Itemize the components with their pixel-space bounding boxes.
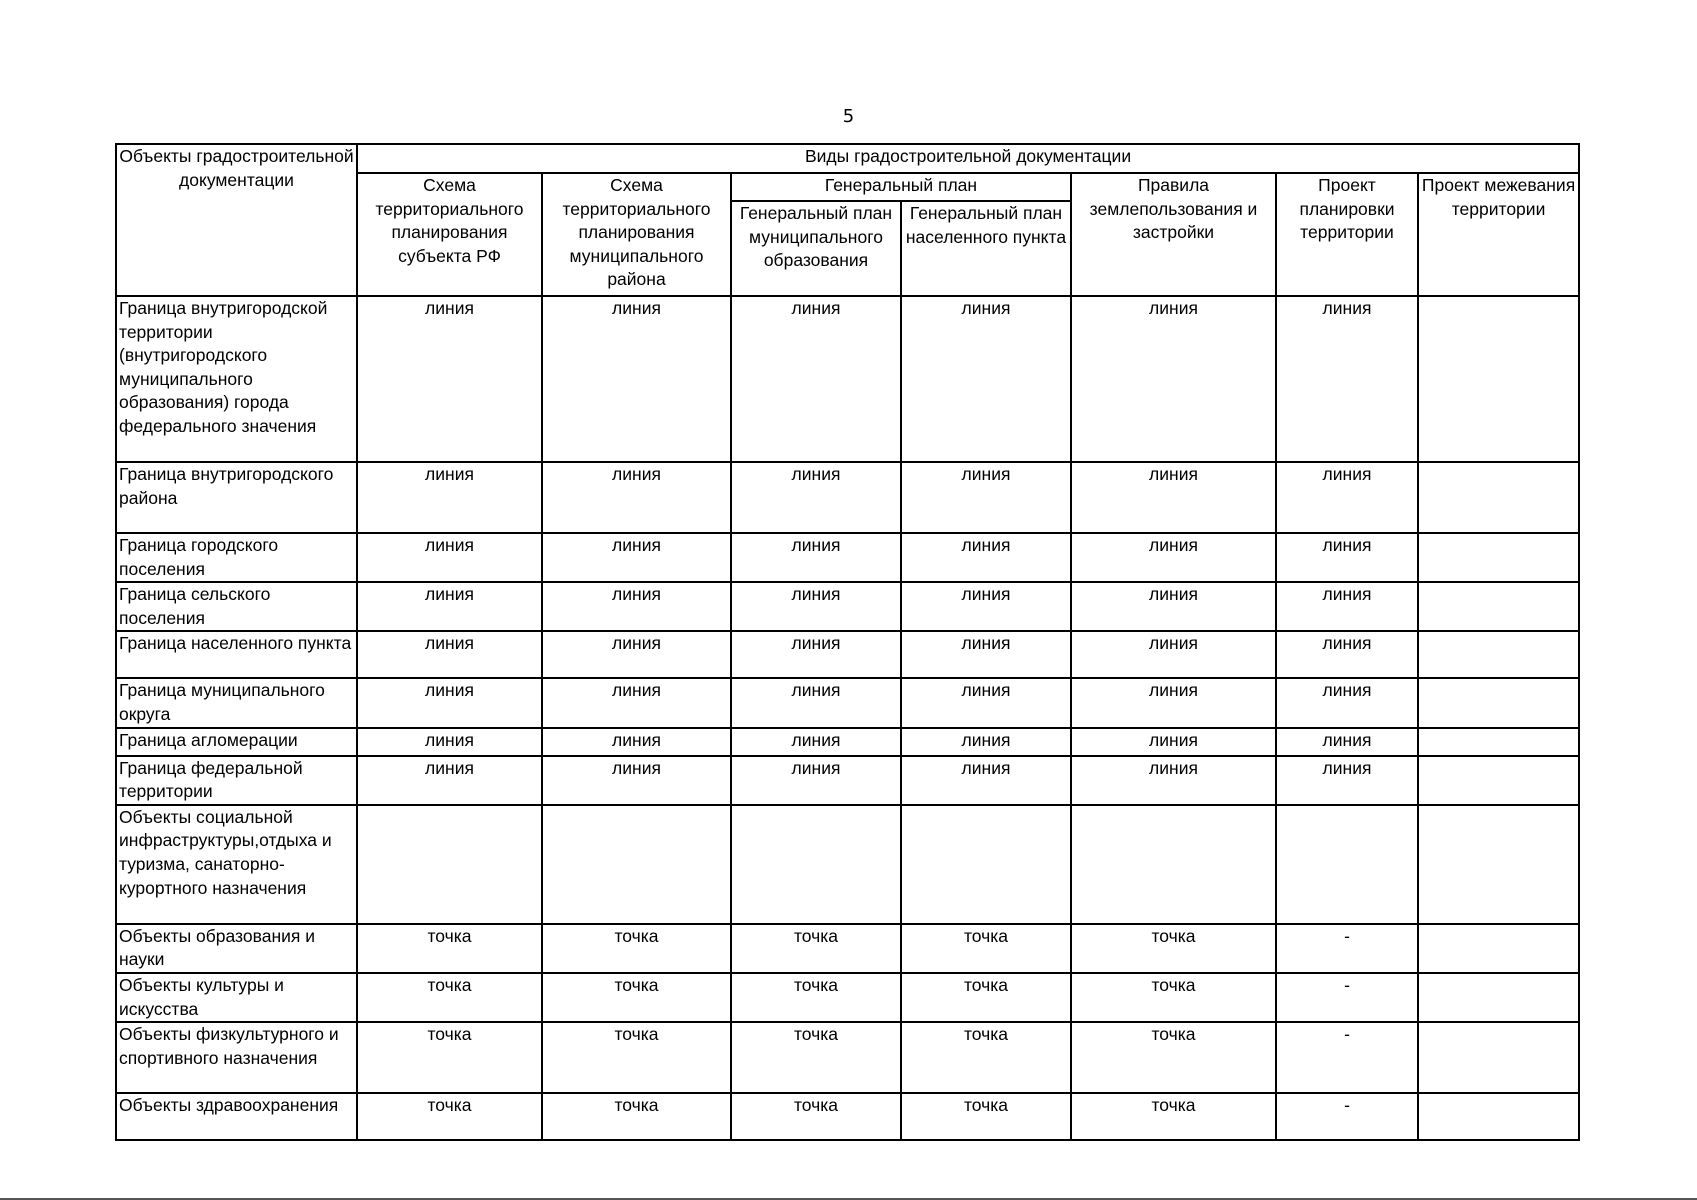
value-cell: линия <box>542 678 731 727</box>
value-cell: линия <box>542 756 731 805</box>
value-cell: - <box>1276 1093 1418 1140</box>
value-cell <box>1418 756 1579 805</box>
value-cell: линия <box>1276 533 1418 582</box>
value-cell <box>1418 1022 1579 1093</box>
header-col-subject-scheme: Схема территориального планирования субъекта РФ <box>357 173 542 296</box>
value-cell: линия <box>731 296 901 462</box>
object-name-cell: Граница федеральной территории <box>116 756 357 805</box>
value-cell: точка <box>1071 924 1276 973</box>
value-cell: линия <box>542 631 731 678</box>
header-col-planning-project: Проект планировки территории <box>1276 173 1418 296</box>
value-cell: линия <box>731 582 901 631</box>
value-cell: точка <box>901 973 1071 1022</box>
value-cell: линия <box>731 462 901 533</box>
table-body <box>116 296 1579 1140</box>
value-cell <box>357 805 542 924</box>
value-cell: линия <box>731 631 901 678</box>
value-cell: линия <box>1071 678 1276 727</box>
table-row <box>116 631 1579 678</box>
value-cell: линия <box>1071 296 1276 462</box>
value-cell: точка <box>901 1022 1071 1093</box>
value-cell <box>542 805 731 924</box>
value-cell: линия <box>1071 756 1276 805</box>
value-cell: линия <box>731 678 901 727</box>
object-name-cell: Объекты культуры и искусства <box>116 973 357 1022</box>
value-cell: линия <box>1276 756 1418 805</box>
value-cell <box>1418 924 1579 973</box>
table-row <box>116 462 1579 533</box>
value-cell: - <box>1276 924 1418 973</box>
value-cell: линия <box>357 756 542 805</box>
value-cell <box>1418 631 1579 678</box>
value-cell: линия <box>1071 462 1276 533</box>
value-cell <box>1418 462 1579 533</box>
value-cell: точка <box>357 973 542 1022</box>
value-cell: точка <box>357 1093 542 1140</box>
value-cell: линия <box>901 582 1071 631</box>
header-col-land-use-rules: Правила землепользования и застройки <box>1071 173 1276 296</box>
object-name-cell: Объекты здравоохранения <box>116 1093 357 1140</box>
value-cell: линия <box>731 533 901 582</box>
header-objects: Объекты градостроительной документации <box>116 144 357 296</box>
value-cell: точка <box>731 1022 901 1093</box>
value-cell: линия <box>1276 582 1418 631</box>
table-row <box>116 805 1579 924</box>
value-cell: линия <box>901 678 1071 727</box>
value-cell <box>1418 533 1579 582</box>
value-cell: линия <box>542 462 731 533</box>
value-cell: линия <box>731 756 901 805</box>
table-row <box>116 728 1579 756</box>
object-name-cell: Граница агломерации <box>116 728 357 756</box>
value-cell: точка <box>731 1093 901 1140</box>
table-row <box>116 756 1579 805</box>
header-subcol-municipal-plan: Генеральный план муниципального образования <box>731 201 901 296</box>
value-cell: - <box>1276 973 1418 1022</box>
table-row <box>116 973 1579 1022</box>
value-cell <box>901 805 1071 924</box>
value-cell: точка <box>542 1093 731 1140</box>
table-row <box>116 924 1579 973</box>
value-cell: линия <box>901 756 1071 805</box>
object-name-cell: Граница населенного пункта <box>116 631 357 678</box>
header-col-district-scheme: Схема территориального планирования муниципального района <box>542 173 731 296</box>
value-cell: точка <box>542 973 731 1022</box>
value-cell: точка <box>731 973 901 1022</box>
value-cell <box>1418 805 1579 924</box>
value-cell: линия <box>731 728 901 756</box>
value-cell: линия <box>542 533 731 582</box>
value-cell <box>1276 805 1418 924</box>
value-cell <box>1418 296 1579 462</box>
value-cell: линия <box>901 728 1071 756</box>
value-cell: точка <box>1071 973 1276 1022</box>
value-cell: точка <box>731 924 901 973</box>
value-cell <box>1418 1093 1579 1140</box>
object-name-cell: Граница сельского поселения <box>116 582 357 631</box>
value-cell: линия <box>357 728 542 756</box>
value-cell: линия <box>357 462 542 533</box>
table-row <box>116 296 1579 462</box>
value-cell: точка <box>542 924 731 973</box>
value-cell: точка <box>542 1022 731 1093</box>
value-cell: линия <box>901 296 1071 462</box>
table-row <box>116 533 1579 582</box>
value-cell: линия <box>357 582 542 631</box>
value-cell: линия <box>901 462 1071 533</box>
value-cell: линия <box>1071 582 1276 631</box>
object-name-cell: Граница внутригородского района <box>116 462 357 533</box>
value-cell: линия <box>542 582 731 631</box>
value-cell: линия <box>901 631 1071 678</box>
object-name-cell: Объекты социальной инфраструктуры,отдыха и туризма, санаторно-курортного назначения <box>116 805 357 924</box>
documentation-table <box>115 143 1580 1141</box>
value-cell: точка <box>1071 1093 1276 1140</box>
header-col-general-plan: Генеральный план <box>731 173 1071 201</box>
table-row <box>116 1022 1579 1093</box>
table-row <box>116 678 1579 727</box>
value-cell: линия <box>1276 462 1418 533</box>
page-number: 5 <box>842 106 855 127</box>
value-cell: линия <box>901 533 1071 582</box>
value-cell: линия <box>542 296 731 462</box>
object-name-cell: Объекты физкультурного и спортивного назначения <box>116 1022 357 1093</box>
table-row <box>116 1093 1579 1140</box>
value-cell: точка <box>901 924 1071 973</box>
value-cell: линия <box>357 296 542 462</box>
value-cell <box>1418 973 1579 1022</box>
header-col-surveying-project: Проект межевания территории <box>1418 173 1579 296</box>
table-row <box>116 582 1579 631</box>
value-cell <box>731 805 901 924</box>
value-cell: точка <box>357 924 542 973</box>
value-cell: линия <box>1071 728 1276 756</box>
value-cell: линия <box>1071 631 1276 678</box>
value-cell: линия <box>1276 678 1418 727</box>
object-name-cell: Граница городского поселения <box>116 533 357 582</box>
header-subcol-settlement-plan: Генеральный план населенного пункта <box>901 201 1071 296</box>
value-cell: линия <box>1071 533 1276 582</box>
value-cell <box>1418 678 1579 727</box>
value-cell: линия <box>357 631 542 678</box>
value-cell: точка <box>901 1093 1071 1140</box>
value-cell <box>1418 582 1579 631</box>
value-cell: линия <box>1276 631 1418 678</box>
object-name-cell: Граница внутригородской территории (внутригородского муниципального образования) города федерального значения <box>116 296 357 462</box>
value-cell: точка <box>357 1022 542 1093</box>
value-cell: линия <box>357 533 542 582</box>
value-cell: линия <box>1276 728 1418 756</box>
value-cell <box>1071 805 1276 924</box>
value-cell: линия <box>1276 296 1418 462</box>
header-doc-types: Виды градостроительной документации <box>357 144 1579 173</box>
value-cell <box>1418 728 1579 756</box>
object-name-cell: Объекты образования и науки <box>116 924 357 973</box>
value-cell: линия <box>357 678 542 727</box>
object-name-cell: Граница муниципального округа <box>116 678 357 727</box>
value-cell: линия <box>542 728 731 756</box>
value-cell: - <box>1276 1022 1418 1093</box>
value-cell: точка <box>1071 1022 1276 1093</box>
